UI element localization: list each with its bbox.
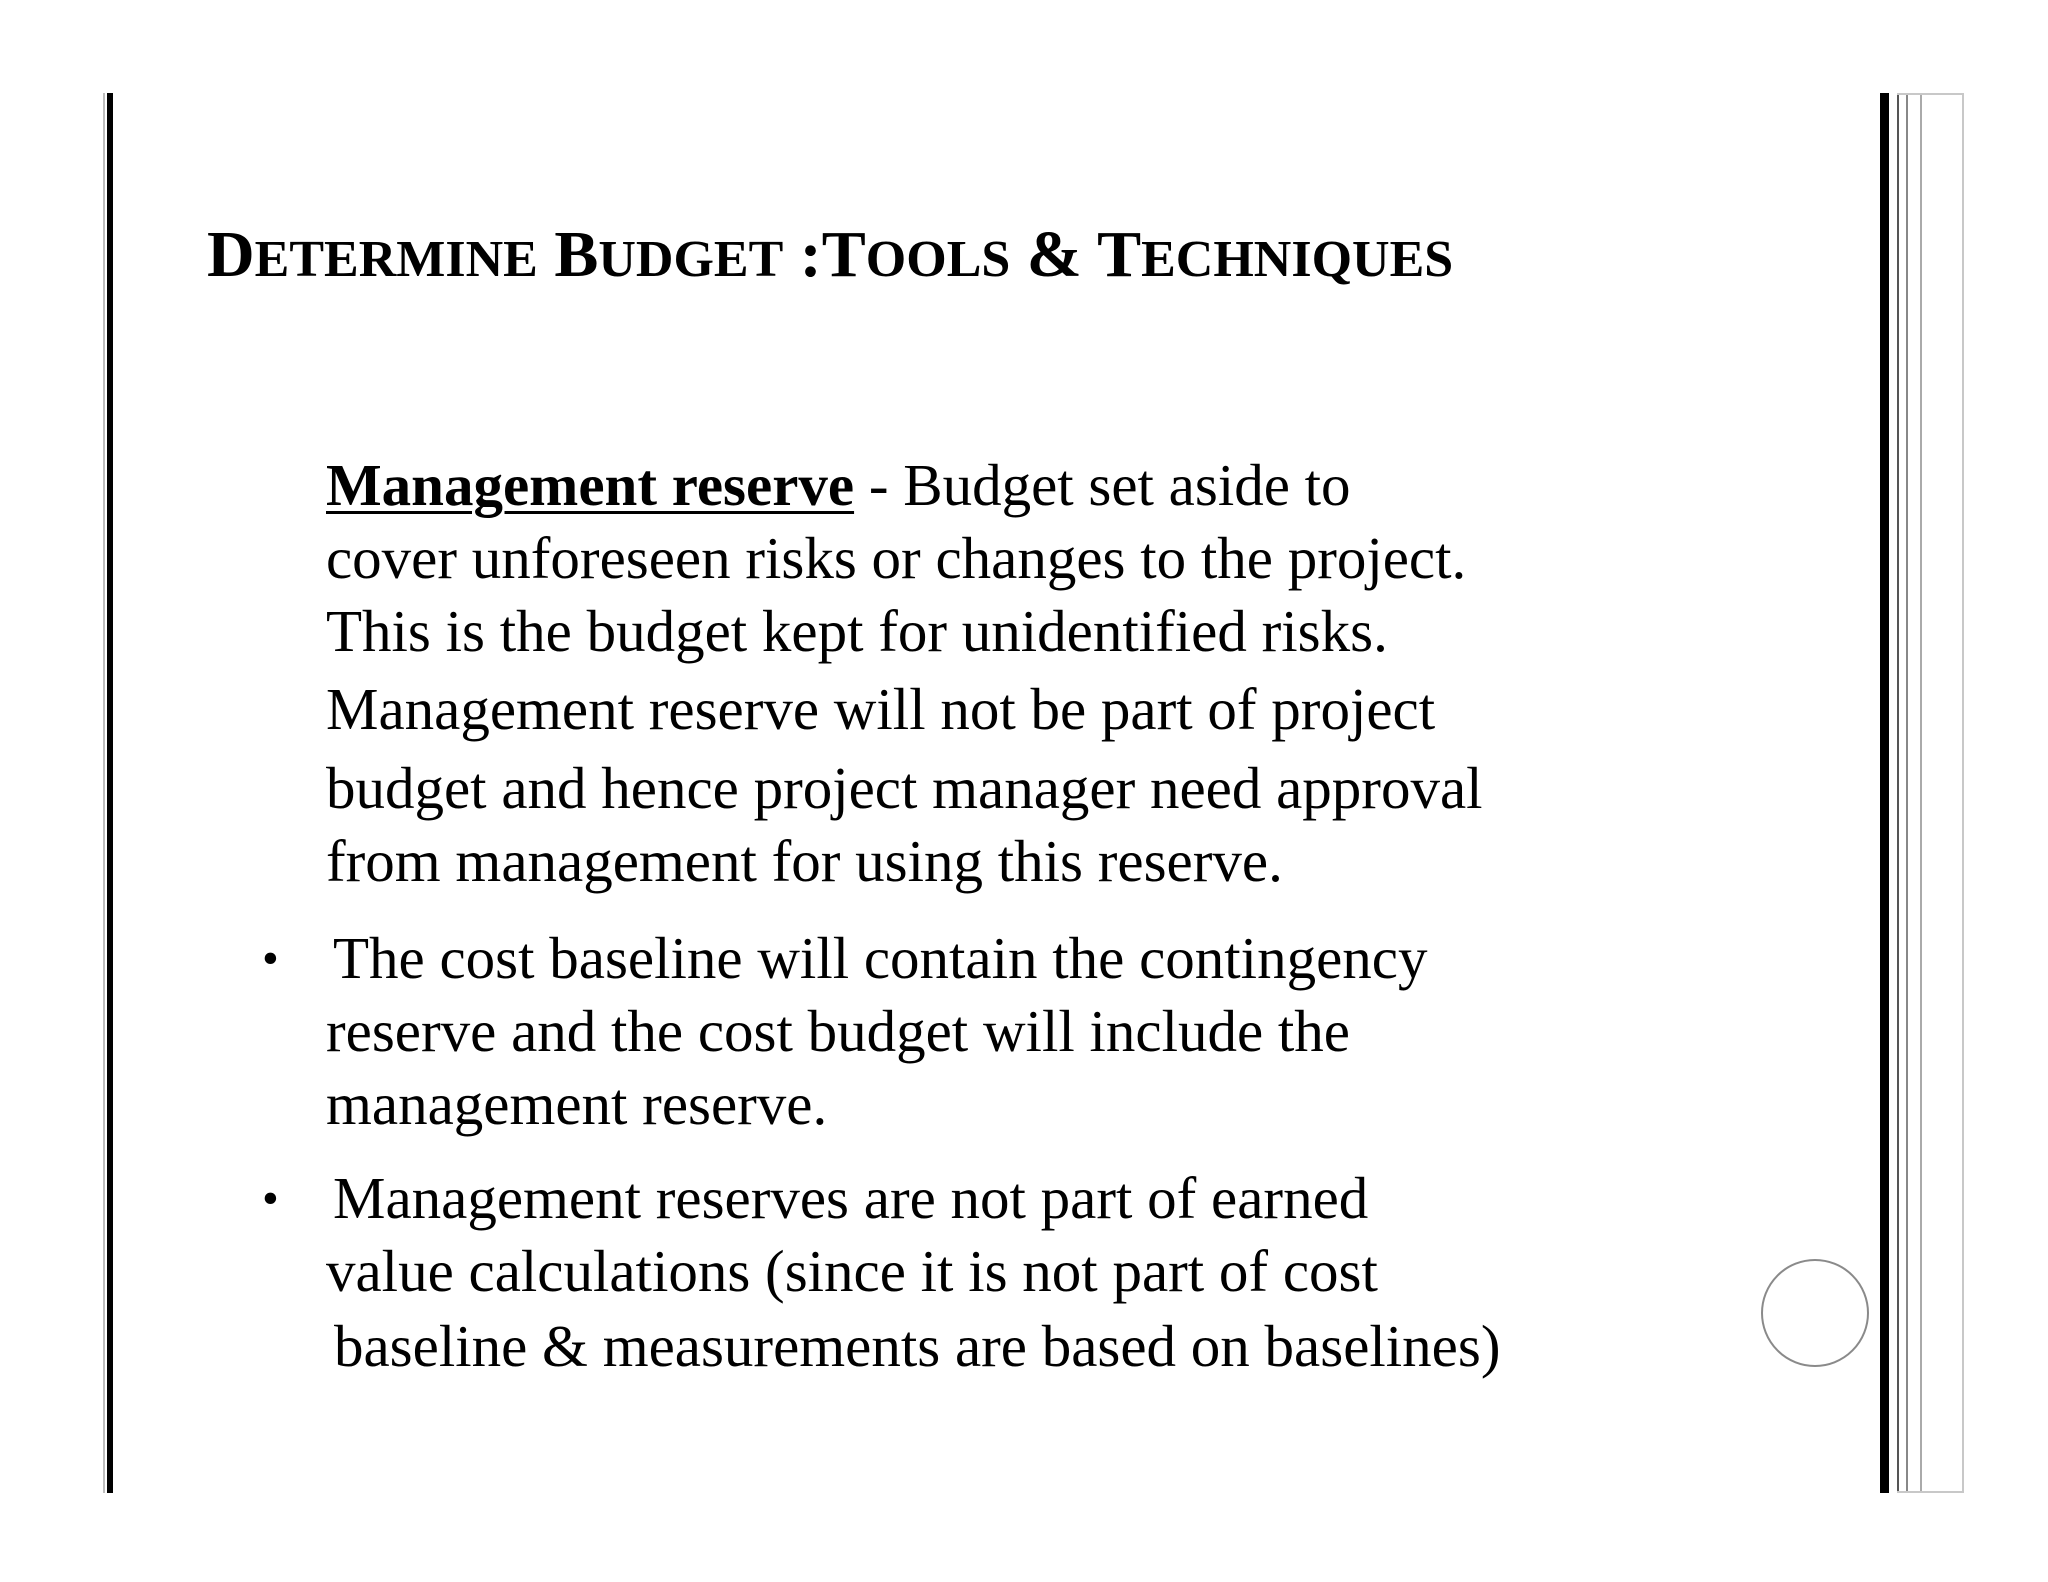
bullet-line: The cost baseline will contain the contingency xyxy=(333,925,1428,991)
bullet-line: baseline & measurements are based on baselines) xyxy=(334,1313,1501,1379)
bullet-line: value calculations (since it is not part of cost xyxy=(326,1238,1378,1304)
right-frame-line xyxy=(1920,93,1922,1493)
paragraph-line: from management for using this reserve. xyxy=(326,828,1283,894)
bullet-line: Management reserves are not part of earned xyxy=(333,1165,1369,1231)
paragraph-line: budget and hence project manager need approval xyxy=(326,755,1483,821)
defined-term: Management reserve xyxy=(326,452,855,518)
right-frame-line xyxy=(1962,93,1964,1493)
paragraph-line: Management reserve - Budget set aside to xyxy=(326,452,1351,518)
right-frame-bottom-edge xyxy=(1897,1491,1964,1493)
right-frame-top-edge xyxy=(1897,93,1964,95)
left-frame-bar xyxy=(107,93,113,1493)
circle-decoration-icon xyxy=(1761,1259,1869,1367)
bullet-line: management reserve. xyxy=(326,1071,828,1137)
right-frame-bar xyxy=(1880,93,1889,1493)
paragraph-line: Management reserve will not be part of project xyxy=(326,676,1436,742)
slide-title: DETERMINE BUDGET :TOOLS & TECHNIQUES xyxy=(207,218,1454,291)
bullet-line: reserve and the cost budget will include the xyxy=(326,998,1350,1064)
right-frame-line xyxy=(1897,93,1899,1493)
right-frame-line xyxy=(1906,93,1908,1493)
paragraph-line: This is the budget kept for unidentified risks. xyxy=(326,598,1388,664)
bullet-icon: • xyxy=(262,932,279,985)
left-frame-bar-thin xyxy=(103,93,105,1493)
bullet-icon: • xyxy=(262,1172,279,1225)
paragraph-line: cover unforeseen risks or changes to the project. xyxy=(326,525,1467,591)
